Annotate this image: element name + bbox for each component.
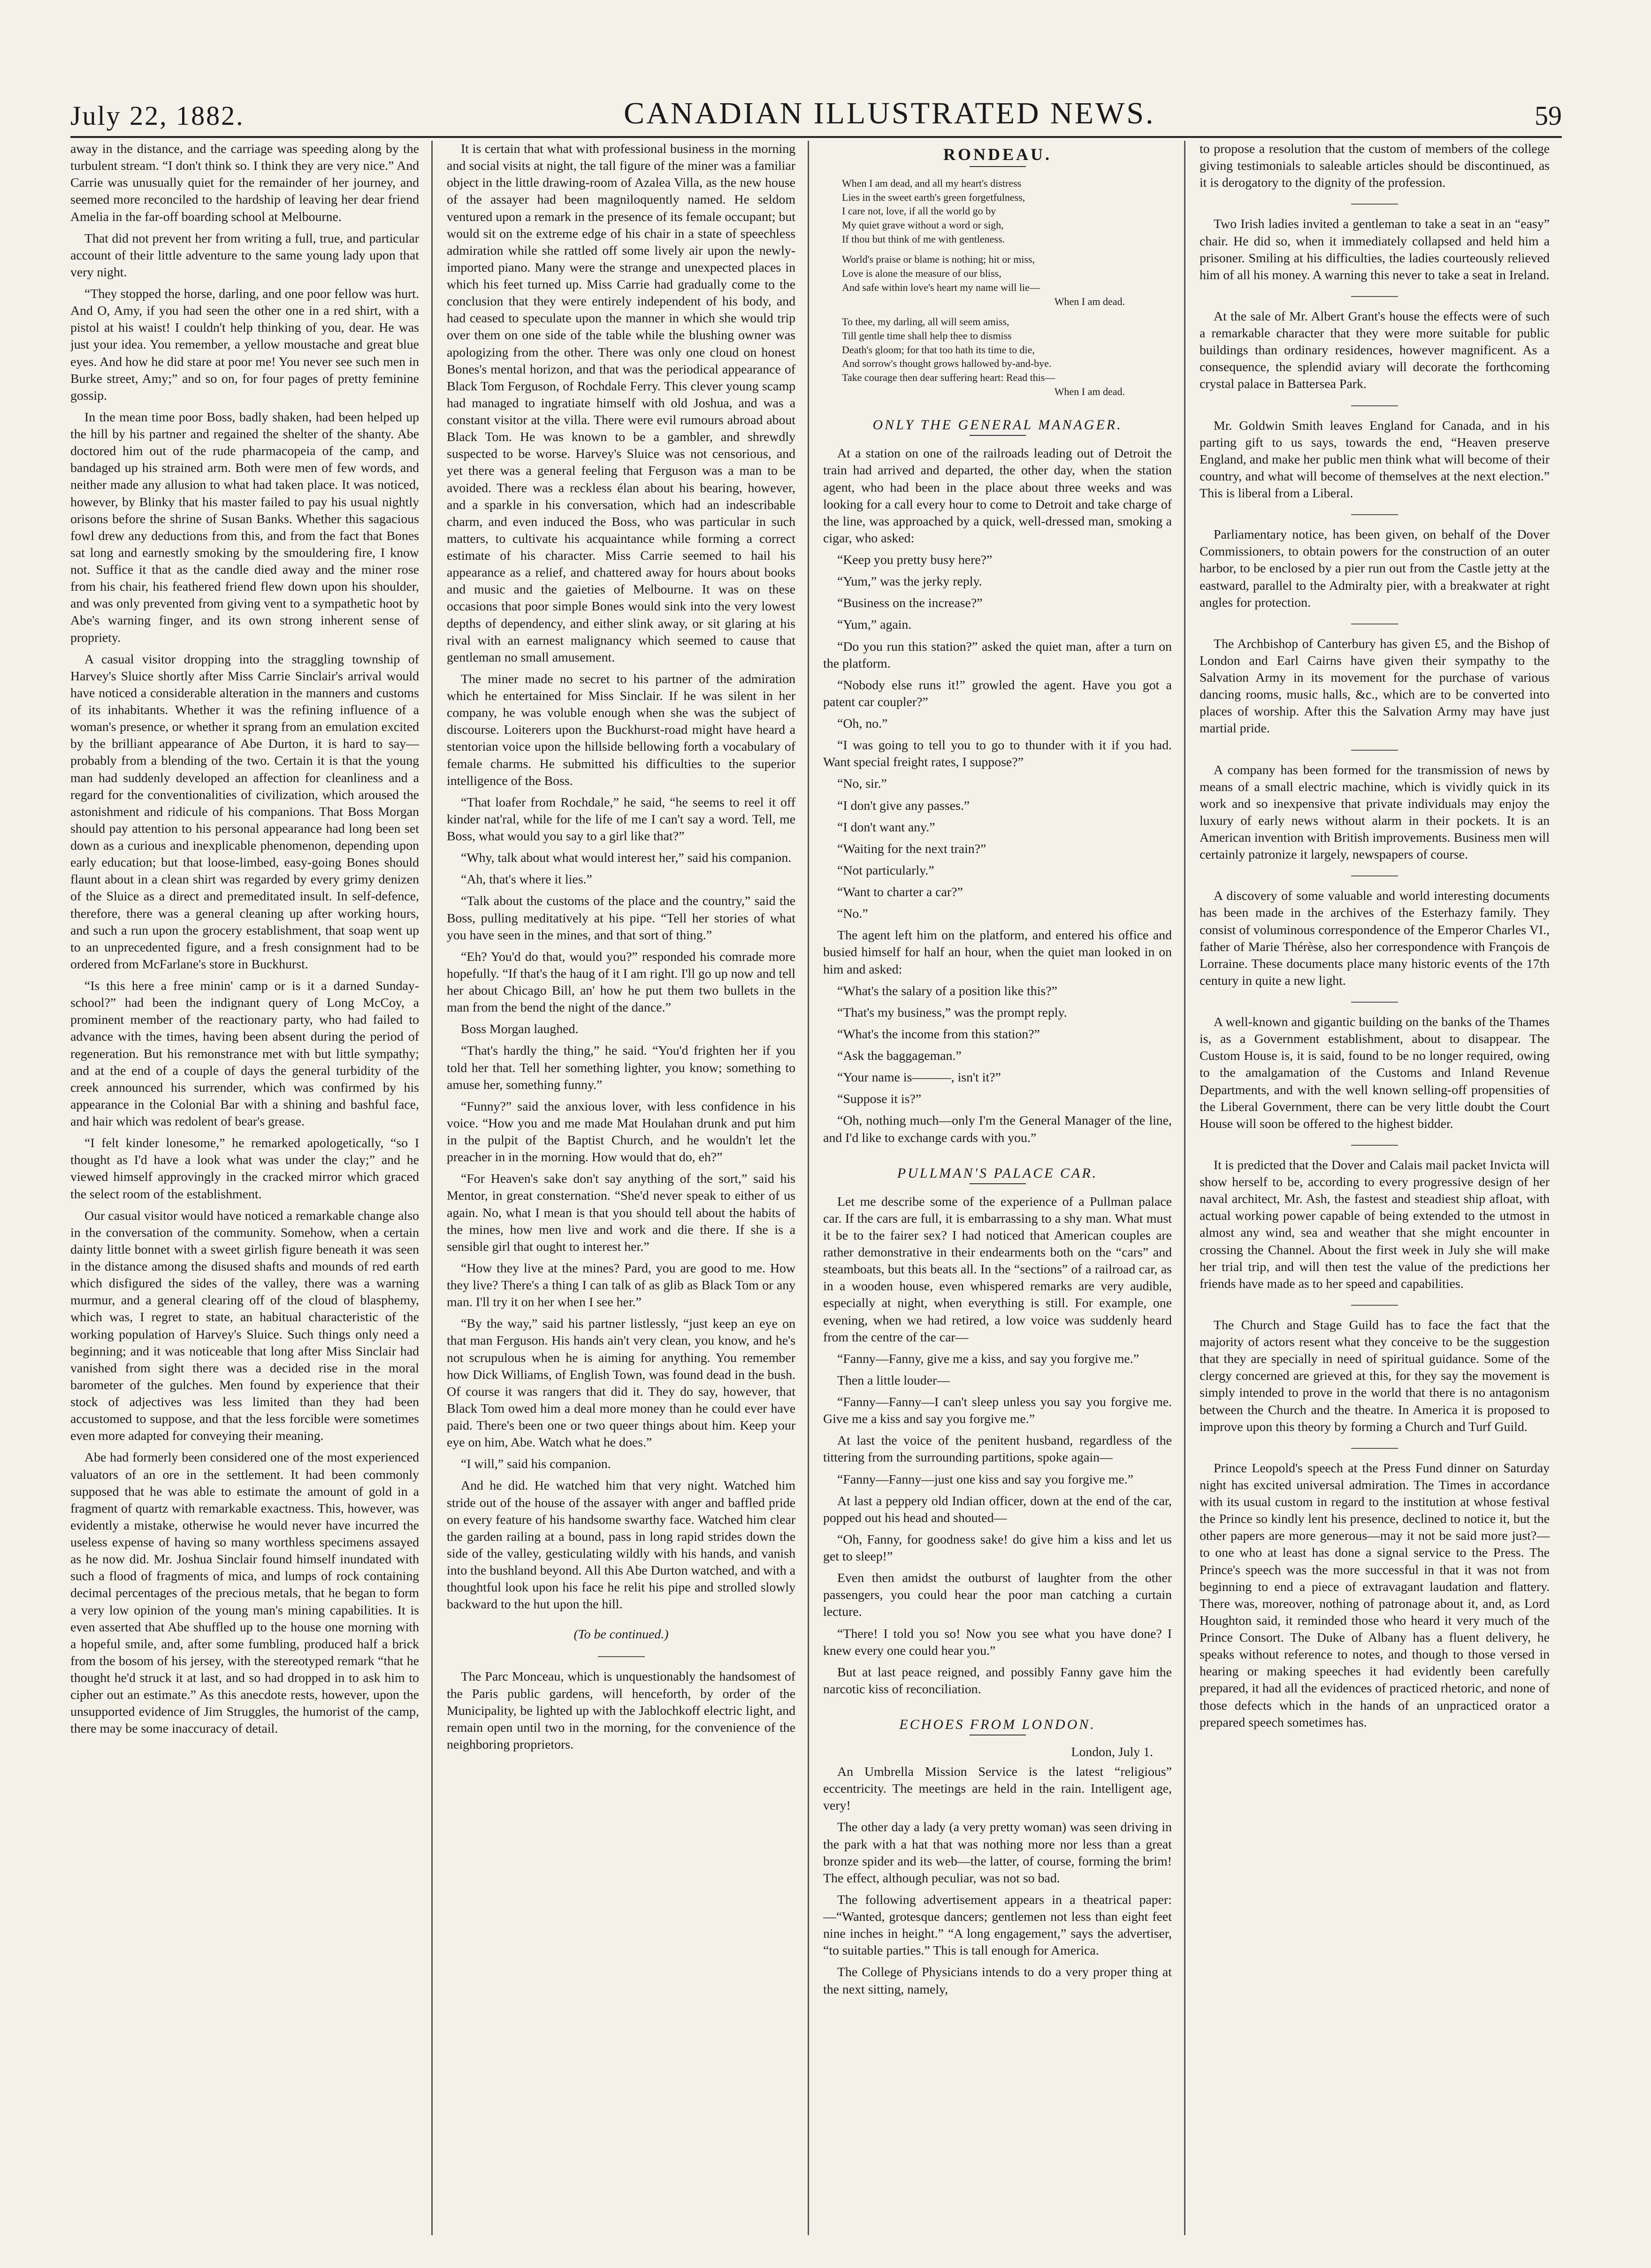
poem-title: RONDEAU. [943, 145, 1052, 164]
paragraph: It is predicted that the Dover and Calais mail packet Invicta will show herself to be, according to every progressive design of her naval architect, Mr. Ash, the fastest and steadiest ship afloat, with actual working power capable of being extended to the utmost in almost any wind, sea and weather that she might encounter in crossing the Channel. About the first week in July she will make her trial trip, and will then test the value of the predictions her friends have made as to her speed and capabilities. [1200, 1157, 1550, 1291]
paragraph: “Fanny—Fanny, give me a kiss, and say you forgive me.” [837, 1351, 1139, 1366]
paragraph: It is certain that what with professional business in the morning and social visits at night, the tall figure of the miner was a familiar object in the little drawing-room of Azalea Villa, as the new house of the assayer had been magniloquently named. He seldom ventured upon a remark in the presence of its female occupant; but would sit on the extreme edge of his chair in a state of speechless admiration while she rattled off some lively air upon the newly-imported piano. Many were the strange and unexpected places in which his feet turned up. Miss Carrie had gradually come to the conclusion that they were entirely independent of his body, and had ceased to speculate upon the manner in which she would trip over them on one side of the table while the blushing owner was apologizing from the other. There was only one cloud on honest Bones's mental horizon, and that was the periodical appearance of Black Tom Ferguson, of Rochdale Ferry. This clever young scamp had managed to ingratiate himself with old Joshua, and was a constant visitor at the villa. There were evil rumours abroad about Black Tom. He was known to be a gambler, and shrewdly suspected to be worse. Harvey's Sluice was not censorious, and yet there was a general feeling that Ferguson was a man to be avoided. There was a reckless élan about his bearing, however, and a sparkle in his conversation, which had an indescribable charm, and even induced the Boss, who was particular in such matters, to cultivate his acquaintance while forming a correct estimate of his character. Miss Carrie seemed to hail his appearance as a relief, and chattered away for hours about books and music and the gaieties of Melbourne. It was on these occasions that poor simple Bones would sink into the very lowest depths of dependency, and either slink away, or sit glaring at his rival with an earnest malignancy which seemed to cause that gentleman no small amusement. [447, 142, 795, 665]
dateline: London, July 1. [1071, 1745, 1153, 1760]
paragraph: Prince Leopold's speech at the Press Fund dinner on Saturday night has excited universal admiration. The Times in accordance with its usual custom in regard to the institution at whose festival the Prince so kindly lent his presence, declined to notice it, but the other papers are more generous—may it not be said more just?—to one who at least has done a signal service to the Press. The Prince's speech was the more successful in that it was not from beginning to end a piece of extravagant laudation and flattery. There was, moreover, nothing of patronage about it, and, as Lord Houghton said, it reminded those who heard it very much of the Prince Consort. The Duke of Albany has a fluent delivery, he speaks without reference to notes, and though to those versed in hearing or making speeches it had evidently been carefully prepared, it had all the evidences of practiced rhetoric, and none of those defects which in the hands of an unpracticed orator a prepared speech sometimes has. [1200, 1461, 1550, 1730]
paragraph: A company has been formed for the transmission of news by means of a small electric machine, which is vividly quick in its work and so inexpensive that private individuals may enjoy the luxury of early news without alarm in their pockets. It is an American invention with British improvements. Business men will certainly patronize it largely, newspapers of course. [1200, 762, 1550, 862]
section-title-pullman: PULLMAN'S PALACE CAR. [897, 1165, 1098, 1181]
paragraph: “I was going to tell you to go to thunder with it if you had. Want special freight rates, I suppose?” [823, 738, 1172, 770]
paragraph: “By the way,” said his partner listlessly, “just keep an eye on that man Ferguson. His hands ain't very clean, you know, and he's not scrupulous when he is aiming for anything. You remember how Dick Williams, of English Town, was found dead in the bush. Of course it was rangers that did it. They do say, however, that Black Tom owed him a deal more money than he could ever have paid. There's been one or two queer things about him. Keep your eye on him, Abe. Watch what he does.” [447, 1317, 795, 1450]
paragraph: The miner made no secret to his partner of the admiration which he entertained for Miss Sinclair. If he was silent in her company, he was voluble enough when she was the subject of discourse. Loiterers upon the Buckhurst-road might have heard a stentorian voice upon the hillside bellowing forth a vocabulary of female charms. He submitted his difficulties to the superior intelligence of the Boss. [447, 671, 795, 788]
paragraph: And he did. He watched him that very night. Watched him stride out of the house of the assayer with anger and baffled pride on every feature of his handsome swarthy face. Watched him clear the garden railing at a bound, pass in long rapid strides down the side of the valley, gesticulating wildly with his hands, and vanish into the bushland beyond. All this Abe Durton watched, and with a thoughtful look upon his face he relit his pipe and strolled slowly backward to the hut upon the hill. [447, 1478, 795, 1612]
poem [823, 176, 1172, 398]
paragraph: “No, sir.” [837, 776, 887, 792]
poem-line: Lies in the sweet earth's green forgetfulness, [842, 191, 1025, 203]
paragraph: At last the voice of the penitent husband, regardless of the tittering from the surrounding partitions, spoke again— [823, 1433, 1172, 1465]
column-2 [447, 141, 809, 2235]
paragraph: At a station on one of the railroads leading out of Detroit the train had arrived and departed, the other day, when the station agent, who had been in the place about three weeks and was looking for a call every hour to come to Detroit and take charge of the line, was approached by a quick, well-dressed man, smoking a cigar, who asked: [823, 446, 1172, 546]
paragraph: Let me describe some of the experience of a Pullman palace car. If the cars are full, it is embarrassing to a shy man. What must it be to the fairer sex? I had noticed that American couples are rather demonstrative in their endearments both on the “cars” and steamboats, but this beats all. In the “sections” of a railroad car, as in a wooden house, even whispered remarks are very audible, especially at night, when everything is still. For example, one evening, when we had retired, a low voice was suddenly heard from the centre of the car— [823, 1194, 1172, 1345]
divider [1351, 514, 1398, 515]
text-columns [70, 141, 1562, 2235]
paragraph: “I will,” said his companion. [461, 1457, 611, 1472]
masthead-title: CANADIAN ILLUSTRATED NEWS. [624, 96, 1155, 130]
paragraph: away in the distance, and the carriage was speeding along by the turbulent stream. “I don't think so. I think they are very nice.” And Carrie was unusually quiet for the remainder of her journey, and seemed more reconciled to the hardship of leaving her dear friend Amelia in the far-off boarding school at Melbourne. [70, 142, 419, 224]
paragraph: “What's the salary of a position like this?” [837, 983, 1057, 998]
section-title-echoes: ECHOES FROM LONDON. [899, 1717, 1096, 1733]
paragraph: “What's the income from this station?” [837, 1027, 1040, 1042]
paragraph: Even then amidst the outburst of laughter from the other passengers, you could hear the poor man catching a curtain lecture. [823, 1571, 1172, 1620]
paragraph: “Suppose it is?” [837, 1092, 922, 1107]
divider [1351, 296, 1398, 297]
paragraph: The Parc Monceau, which is unquestionably the handsomest of the Paris public gardens, will henceforth, by order of the Municipality, be lighted up with the Jablochkoff electric light, and remain open until two in the morning, for the convenience of the neighboring proprietors. [447, 1669, 795, 1752]
poem-line: To thee, my darling, all will seem amiss, [842, 316, 1009, 328]
to-be-continued: (To be continued.) [573, 1627, 669, 1642]
column-1 [70, 141, 433, 2235]
poem-line: Love is alone the measure of our bliss, [842, 267, 1001, 280]
paragraph: At last a peppery old Indian officer, down at the end of the car, popped out his head and shouted— [823, 1493, 1172, 1525]
divider [970, 1183, 1026, 1184]
poem-line: Death's gloom; for that too hath its time to die, [842, 343, 1035, 356]
poem-line: My quiet grave without a word or sigh, [842, 219, 1004, 231]
divider [1351, 1002, 1398, 1003]
poem-stanza [842, 176, 1153, 246]
divider [598, 1656, 645, 1657]
poem-line: And safe within love's heart my name will lie— [842, 281, 1040, 293]
paragraph: Abe had formerly been considered one of the most experienced valuators of an ore in the settlement. It had been commonly supposed that he was able to estimate the amount of gold in a fragment of quartz with remarkable exactness. This, however, was evidently a mistake, otherwise he would never have incurred the useless expense of having so many worthless specimens assayed as he now did. Mr. Joshua Sinclair found himself inundated with such a flood of fragments of mica, and lumps of rock containing decimal percentages of the precious metals, that he began to form a very low opinion of the young man's mining capabilities. It is even asserted that Abe shuffled up to the house one morning with a hopeful smile, and, after some fumbling, produced half a brick from the bosom of his jersey, with the stereotyped remark “that he thought he'd struck it at last, and so had dropped in to ask him to cipher out an estimate.” As this anecdote rests, however, upon the unsupported evidence of Jim Struggles, the humorist of the camp, there may be some inaccuracy of detail. [70, 1450, 419, 1736]
paragraph: The Church and Stage Guild has to face the fact that the majority of actors resent what they conceive to be the suggestion that they are specially in need of spiritual guidance. Some of the clergy concerned are grieved at this, for they say the movement is simply intended to prove in the world that there is no antagonism between the Church and the theatre. In America it is proposed to improve upon this theory by forming a Church and Turf Guild. [1200, 1317, 1550, 1434]
paragraph: “They stopped the horse, darling, and one poor fellow was hurt. And O, Amy, if you had seen the other one in a red shirt, with a pistol at his waist! I couldn't help thinking of you, dear. He was just your idea. You remember, a yellow moustache and great blue eyes. And how he did stare at poor me! You never see such men in Burke street, Amy;” and so on, for four pages of pretty feminine gossip. [70, 287, 419, 403]
paragraph: Mr. Goldwin Smith leaves England for Canada, and in his parting gift to us says, towards the end, “Heaven preserve England, and make her public men think what will become of their country, and what will become of themselves at the next election.” This is liberal from a Liberal. [1200, 418, 1550, 501]
poem-stanza [842, 252, 1153, 308]
divider [1351, 1305, 1398, 1306]
divider [970, 435, 1026, 436]
paragraph: “Nobody else runs it!” growled the agent. Have you got a patent car coupler?” [823, 677, 1172, 709]
paragraph: “Yum,” again. [837, 617, 912, 632]
paragraph: Then a little louder— [837, 1373, 950, 1388]
poem-line: Take courage then dear suffering heart: Read this— [842, 371, 1055, 383]
paragraph: “Keep you pretty busy here?” [837, 553, 993, 568]
paragraph: “For Heaven's sake don't say anything of the sort,” said his Mentor, in great consternation. “She'd never speak to either of us again. No, what I mean is that you should tell about the habits of the mines, how men live and work and die there. If she is a sensible girl that ought to interest her.” [447, 1172, 795, 1254]
poem-line: When I am dead, and all my heart's distress [842, 177, 1022, 189]
paragraph: The College of Physicians intends to do a very proper thing at the next sitting, namely, [823, 1965, 1172, 1997]
paragraph: “Not particularly.” [837, 863, 934, 878]
paragraph: “Your name is———, isn't it?” [837, 1070, 1001, 1085]
paragraph: The Archbishop of Canterbury has given £5, and the Bishop of London and Earl Cairns have given their sympathy to the Salvation Army in its movement for the purchase of various dancing rooms, music halls, &c., which are to be converted into places of worship. After this the Salvation Army may have just martial pride. [1200, 636, 1550, 736]
paragraph: “Eh? You'd do that, would you?” responded his comrade more hopefully. “If that's the haug of it I am right. I'll go up now and tell her about Chicago Bill, an' how he put them two bullets in the man from the bend the night of the dance.” [447, 949, 795, 1015]
issue-date: July 22, 1882. [70, 100, 245, 131]
paragraph: “Fanny—Fanny—I can't sleep unless you say you forgive me. Give me a kiss and say you forgive me.” [823, 1395, 1172, 1427]
paragraph: “I don't want any.” [837, 820, 935, 835]
page-number: 59 [1534, 100, 1562, 131]
paragraph: “There! I told you so! Now you see what you have done? I knew every one could hear you.” [823, 1626, 1172, 1658]
paragraph: The agent left him on the platform, and entered his office and busied himself for half an hour, when the quiet man looked in on him and asked: [823, 928, 1172, 977]
poem-line: Till gentle time shall help thee to dismiss [842, 329, 1012, 342]
paragraph: In the mean time poor Boss, badly shaken, had been helped up the hill by his partner and regained the shelter of the shanty. Abe doctored him out of the rude pharmacopeia of the camp, and bandaged up his strained arm. Both were men of few words, and neither made any allusion to what had taken place. It was noticed, however, by Blinky that his master failed to pay his usual nightly orisons before the shrine of Susan Banks. Whether this sagacious fowl drew any deductions from this, and from the fact that Bones sat long and earnestly smoking by the smouldering fire, I know not. Suffice it that as the candle died away and the miner rose from his chair, his feathered friend flew down upon his shoulder, and was only prevented from giving vent to a sympathetic hoot by Abe's warning finger, and its own strong inherent sense of propriety. [70, 410, 419, 645]
paragraph: A well-known and gigantic building on the banks of the Thames is, as a Government establishment, about to disappear. The Custom House is, it is said, found to be no longer required, owing to the amalgamation of the Customs and Inland Revenue Departments, and with the well known selling-off propensities of the Liberal Government, there can be very little doubt the Court House will soon be offered to the highest bidder. [1200, 1015, 1550, 1131]
divider [1351, 1145, 1398, 1146]
column-4 [1200, 141, 1562, 2235]
paragraph: “Oh, Fanny, for goodness sake! do give him a kiss and let us get to sleep!” [823, 1532, 1172, 1564]
divider [1351, 750, 1398, 751]
poem-line: World's praise or blame is nothing; hit or miss, [842, 253, 1035, 266]
paragraph: “That loafer from Rochdale,” he said, “he seems to reel it off kinder nat'ral, while for the life of me I can't say a word. Tell, me Boss, what would you say to a girl like that?” [447, 795, 795, 844]
divider [1351, 405, 1398, 406]
paragraph: The following advertisement appears in a theatrical paper:—“Wanted, grotesque dancers; gentlemen not less than eight feet nine inches in height.” “A long engagement,” says the advertiser, “to suitable parties.” This is tall enough for America. [823, 1892, 1172, 1958]
paragraph: “That's hardly the thing,” he said. “You'd frighten her if you told her that. Tell her something lighter, you know; something to amuse her, something funny.” [447, 1043, 795, 1092]
paragraph: But at last peace reigned, and possibly Fanny gave him the narcotic kiss of reconciliation. [823, 1665, 1172, 1697]
paragraph: to propose a resolution that the custom of members of the college giving testimonials to saleable articles should be discontinued, as it is derogatory to the dignity of the profession. [1200, 142, 1550, 190]
poem-line: I care not, love, if all the world go by [842, 205, 996, 217]
paragraph: Our casual visitor would have noticed a remarkable change also in the conversation of the community. Somehow, when a certain dainty little bonnet with a sweet girlish figure beneath it was seen in the distance among the disused shafts and mounds of red earth which disfigured the sides of the valley, there was a warning murmur, and a general clearing off of the cloud of blasphemy, which was, I regret to state, an habitual characteristic of the working population of Harvey's Sluice. Such things only need a beginning; and it was noticeable that long after Miss Sinclair had vanished from sight there was a decided rise in the moral barometer of the gulches. Men found by experience that their stock of adjectives was less limited than they had been accustomed to suppose, and that the less forcible were sometimes even more adapted for conveying their meaning. [70, 1208, 419, 1444]
paragraph: “Business on the increase?” [837, 596, 983, 611]
paragraph: An Umbrella Mission Service is the latest “religious” eccentricity. The meetings are held in the rain. Intelligent age, very! [823, 1765, 1172, 1813]
paragraph: “That's my business,” was the prompt reply. [837, 1005, 1067, 1020]
section-title-general-manager: ONLY THE GENERAL MANAGER. [872, 417, 1123, 433]
poem-line: And sorrow's thought grows hallowed by-and-bye. [842, 358, 1052, 370]
paragraph: “I felt kinder lonesome,” he remarked apologetically, “so I thought as I'd have a look what was under the clay;” and he viewed himself approvingly in the cracked mirror which graced the select room of the establishment. [70, 1136, 419, 1202]
paragraph: That did not prevent her from writing a full, true, and particular account of their little adventure to the same young lady upon that very night. [70, 231, 419, 280]
poem-refrain: When I am dead. [1054, 385, 1125, 397]
poem-refrain: When I am dead. [1054, 295, 1125, 307]
page-header [70, 80, 1562, 138]
paragraph: “Waiting for the next train?” [837, 841, 986, 856]
paragraph: “Ah, that's where it lies.” [461, 872, 592, 887]
paragraph: “Is this here a free minin' camp or is it a darned Sunday-school?” had been the indignant query of Long McCoy, a prominent member of the reactionary party, who had failed to advance with the times, having been absent during the period of regeneration. But his remonstrance met with but little sympathy; and at the end of a couple of days the general turbidity of the creek announced his surrender, which was confirmed by his appearance in the Colonial Bar with a shining and bashful face, and hair which was redolent of bear's grease. [70, 979, 419, 1129]
paragraph: “Want to charter a car?” [837, 885, 963, 900]
paragraph: A discovery of some valuable and world interesting documents has been made in the archives of the Esterhazy family. They consist of voluminous correspondence of the Emperor Charles VI., father of Marie Thérèse, also her correspondence with François de Lorraine. These documents place many historic events of the 17th century in quite a new light. [1200, 889, 1550, 988]
paragraph: The other day a lady (a very pretty woman) was seen driving in the park with a hat that was nothing more nor less than a great bronze spider and its web—the latter, of course, forming the brim! The effect, although peculiar, was not so bad. [823, 1820, 1172, 1886]
divider [1351, 875, 1398, 876]
paragraph: “Oh, no.” [837, 716, 888, 731]
column-3 [823, 141, 1185, 2235]
paragraph: “I don't give any passes.” [837, 798, 970, 813]
paragraph: “Ask the baggageman.” [837, 1049, 962, 1064]
paragraph: Boss Morgan laughed. [461, 1022, 579, 1037]
poem-stanza [842, 315, 1153, 398]
paragraph: “Yum,” was the jerky reply. [837, 574, 982, 589]
divider [970, 166, 1026, 167]
paragraph: “No.” [837, 906, 868, 921]
paragraph: Parliamentary notice, has been given, on behalf of the Dover Commissioners, to obtain powers for the construction of an outer harbor, to be enclosed by a pier run out from the Castle jetty at the eastward, parallel to the Admiralty pier, with a breakwater at right angles for protection. [1200, 527, 1550, 610]
divider [1351, 1448, 1398, 1449]
paragraph: “Talk about the customs of the place and the country,” said the Boss, pulling meditatively at his pipe. “Tell her stories of what you have seen in the mines, and that sort of thing.” [447, 894, 795, 943]
paragraph: “Do you run this station?” asked the quiet man, after a turn on the platform. [823, 639, 1172, 671]
paragraph: A casual visitor dropping into the straggling township of Harvey's Sluice shortly after Miss Carrie Sinclair's arrival would have noticed a considerable alteration in the manners and customs of its inhabitants. Whether it was the refining influence of a woman's presence, or whether it sprang from an emulation excited by the brilliant appearance of Abe Durton, it is hard to say—probably from a blending of the two. Certain it is that the young man had suddenly developed an affection for cleanliness and a regard for the conventionalities of civilization, which aroused the astonishment and ridicule of his companions. That Boss Morgan should pay attention to his personal appearance had long been set down as a curious and inexplicable phenomenon, depending upon early education; but that loose-limbed, easy-going Bones should flaunt about in a clean shirt was regarded by every grimy denizen of the Sluice as a direct and premeditated insult. In self-defence, therefore, there was a general cleaning up after working hours, and such a run upon the grocery establishment, that soap went up to an unprecedented figure, and a fresh consignment had to be ordered from McFarlane's store in Buckhurst. [70, 652, 419, 972]
paragraph: “How they live at the mines? Pard, you are good to me. How they live? There's a thing I can talk of as glib as Black Tom or any man. I'll try it on her when I see her.” [447, 1261, 795, 1310]
poem-line: If thou but think of me with gentleness. [842, 233, 1005, 245]
paragraph: “Oh, nothing much—only I'm the General Manager of the line, and I'd like to exchange cards with you.” [823, 1113, 1172, 1145]
paragraph: “Funny?” said the anxious lover, with less confidence in his voice. “How you and me made Mat Houlahan drunk and put him in the pulpit of the Baptist Church, and he wouldn't let the preacher in in the morning. How would that do, eh?” [447, 1099, 795, 1165]
paragraph: At the sale of Mr. Albert Grant's house the effects were of such a remarkable character that they were more suitable for public buildings than ordinary residences, however magnificent. As a consequence, the splendid aviary will decorate the forthcoming crystal palace in Battersea Park. [1200, 309, 1550, 392]
divider [1351, 204, 1398, 205]
paragraph: Two Irish ladies invited a gentleman to take a seat in an “easy” chair. He did so, when it immediately collapsed and held him a prisoner. Smiling at his difficulties, the ladies courteously relieved him of all his money. A warning this never to take a seat in Ireland. [1200, 217, 1550, 282]
paragraph: “Fanny—Fanny—just one kiss and say you forgive me.” [837, 1472, 1134, 1487]
paragraph: “Why, talk about what would interest her,” said his companion. [461, 851, 792, 866]
